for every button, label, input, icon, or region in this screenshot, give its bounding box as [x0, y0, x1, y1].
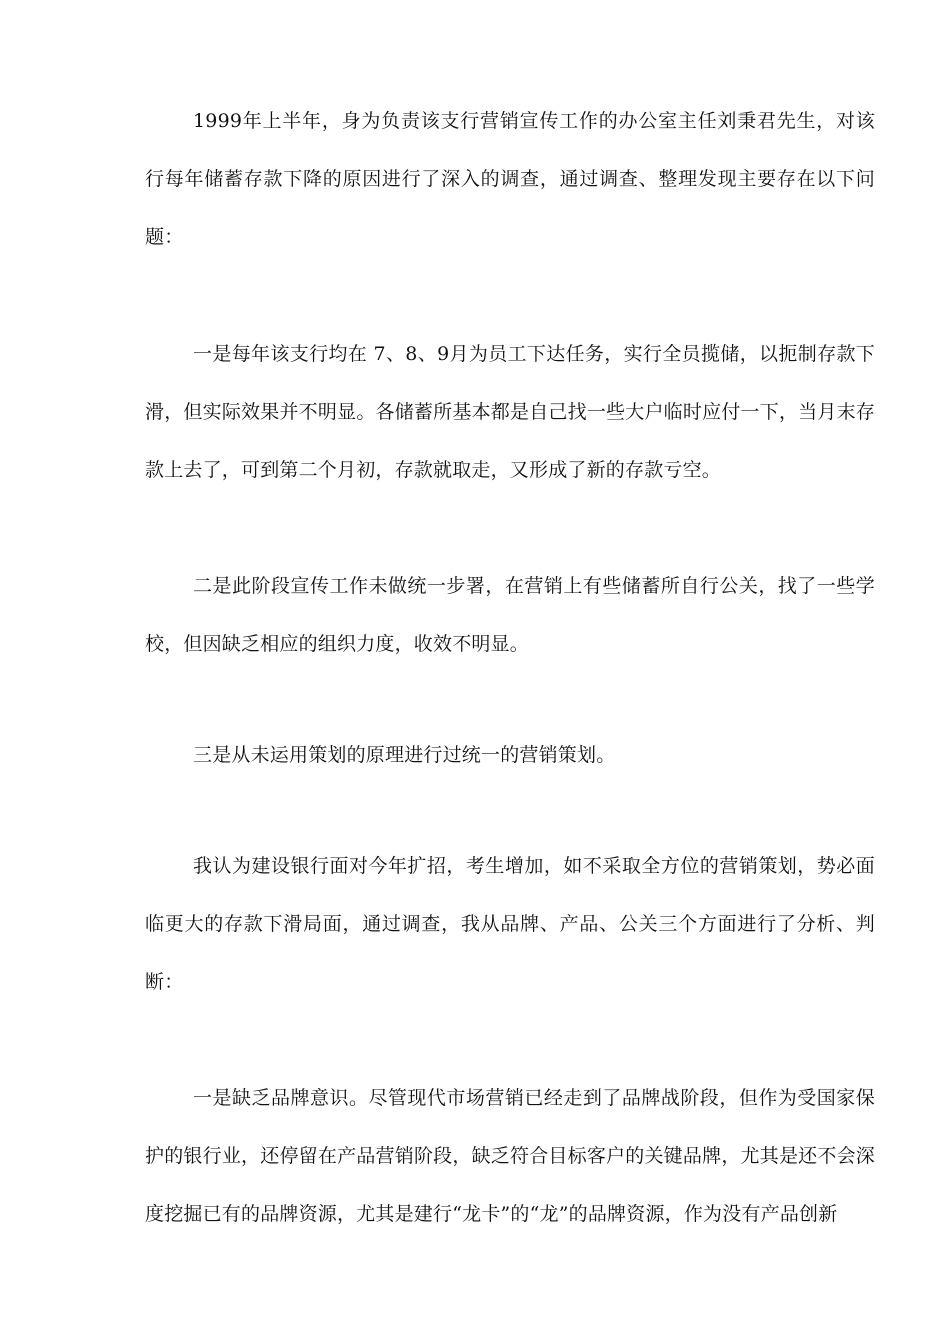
paragraph-2: 一是每年该支行均在 7、8、9月为员工下达任务，实行全员揽储，以扼制存款下滑，但实际效果并不明显。各储蓄所基本都是自己找一些大户临时应付一下，当月末存款上去了，可到第二个月初，存款就取走，又形成了新的存款亏空。 — [145, 343, 875, 481]
paragraph-1: 1999年上半年，身为负责该支行营销宣传工作的办公室主任刘秉君先生，对该行每年储蓄存款下降的原因进行了深入的调查，通过调查、整理发现主要存在以下问题： — [145, 110, 875, 248]
paragraph-6: 一是缺乏品牌意识。尽管现代市场营销已经走到了品牌战阶段，但作为受国家保护的银行业，还停留在产品营销阶段，缺乏符合目标客户的关键品牌，尤其是还不会深度挖掘已有的品牌资源，尤其是建行“龙卡”的“龙”的品牌资源，作为没有产品创新 — [145, 1087, 875, 1225]
paragraph-5: 我认为建设银行面对今年扩招，考生增加，如不采取全方位的营销策划，势必面临更大的存款下滑局面，通过调查，我从品牌、产品、公关三个方面进行了分析、判断： — [145, 855, 875, 993]
paragraph-3: 二是此阶段宣传工作未做统一步署，在营销上有些储蓄所自行公关，找了一些学校，但因缺乏相应的组织力度，收效不明显。 — [145, 575, 875, 655]
paragraph-4: 三是从未运用策划的原理进行过统一的营销策划。 — [193, 744, 616, 766]
